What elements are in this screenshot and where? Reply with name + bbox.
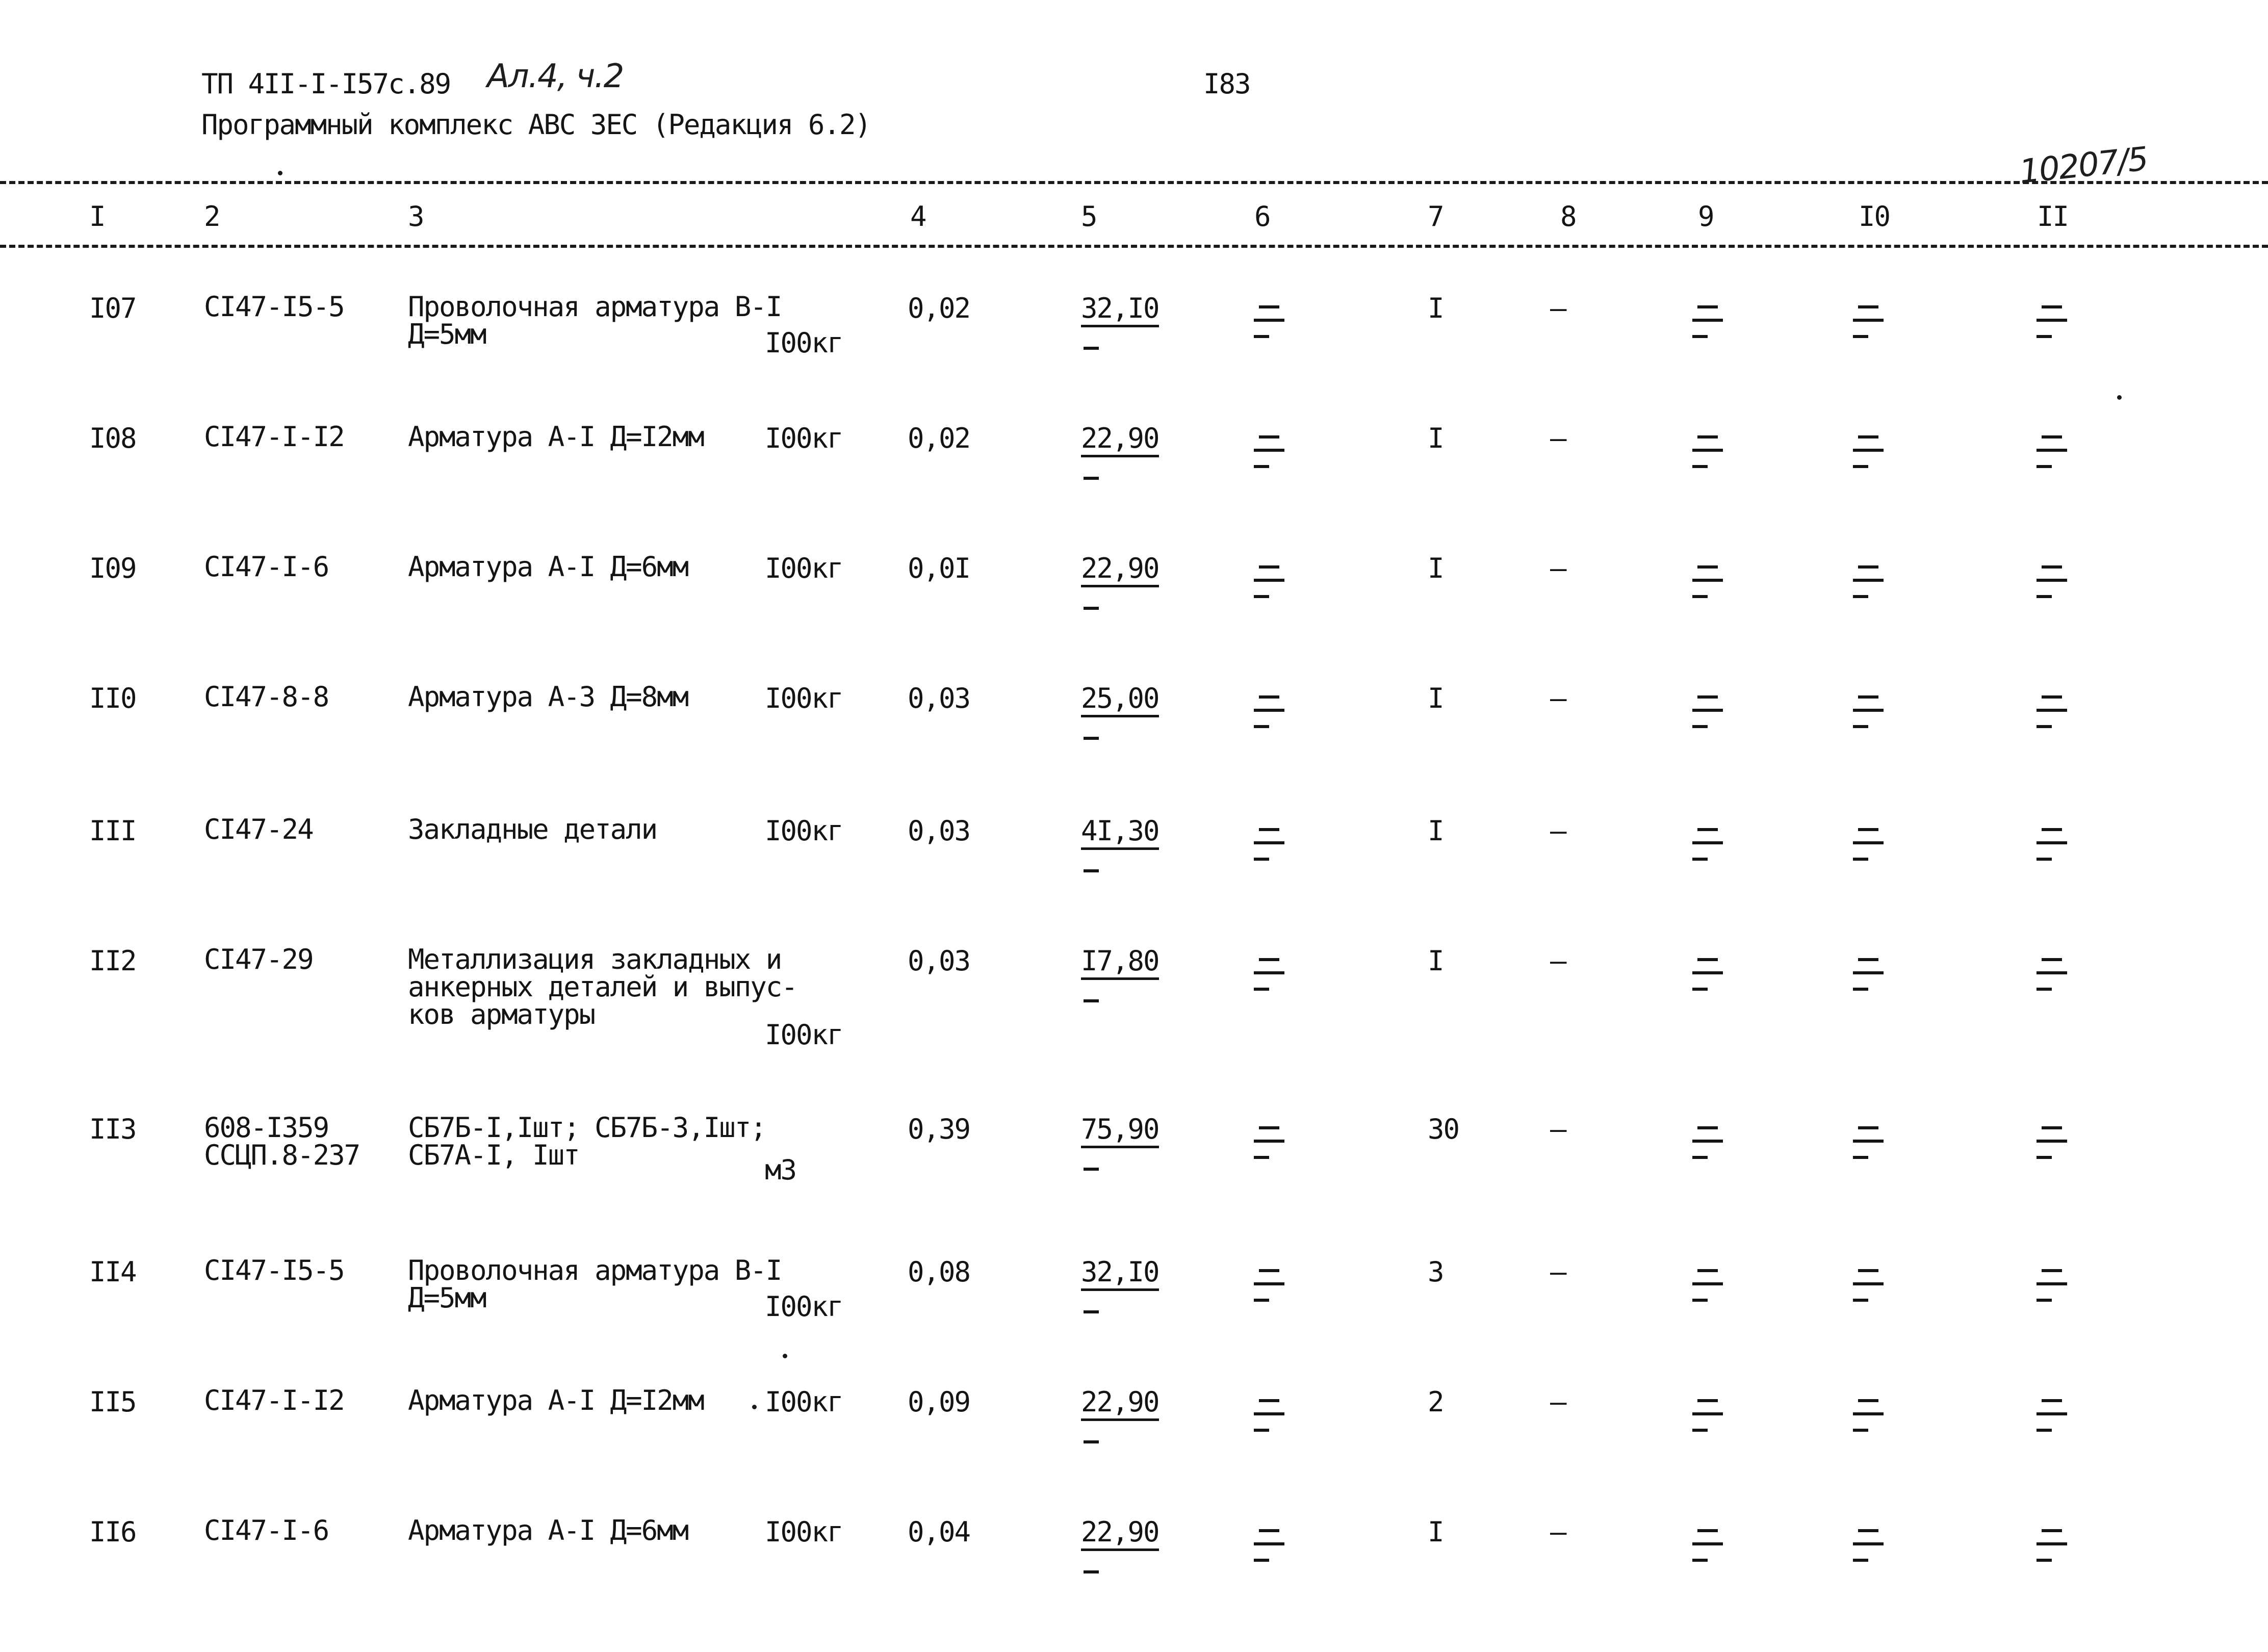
col8-value: – (1550, 945, 1566, 977)
unit-price: 25,00 (1081, 683, 1159, 717)
dash-fraction-mark (1851, 1387, 1887, 1433)
dash-fraction-mark (2034, 816, 2070, 862)
dash-fraction-mark (2034, 1257, 2070, 1303)
dash-fraction-mark (1252, 816, 1287, 862)
column-header: 9 (1698, 200, 1714, 233)
col7-value: I (1428, 945, 1444, 977)
dash-fraction-mark (1851, 423, 1887, 469)
col7-value: 2 (1428, 1386, 1444, 1418)
col8-value: – (1550, 552, 1566, 584)
work-description: Проволочная арматура В-I (408, 291, 782, 323)
norm-code: СI47-24 (204, 813, 313, 845)
quantity: 0,39 (908, 1113, 970, 1145)
dash-fraction-mark (1690, 816, 1726, 862)
work-description: Проволочная арматура В-I (408, 1254, 782, 1286)
stray-mark (783, 1354, 787, 1358)
norm-code: СI47-29 (204, 943, 313, 975)
work-description: СБ7А-I, Iшт (408, 1139, 579, 1171)
dash-fraction-mark (2034, 1114, 2070, 1160)
work-description: СБ7Б-I,Iшт; СБ7Б-3,Iшт; (408, 1112, 766, 1144)
quantity: 0,0I (908, 552, 970, 584)
dash-fraction-mark (1851, 946, 1887, 992)
unit-price: 32,I0 (1081, 1257, 1159, 1291)
quantity: 0,09 (908, 1386, 970, 1418)
norm-code: СI47-I5-5 (204, 1254, 344, 1286)
unit-price: 22,90 (1081, 1387, 1159, 1421)
header-rule-bottom (0, 245, 2268, 248)
work-description: Металлизация закладных и (408, 943, 782, 975)
quantity: 0,03 (908, 682, 970, 714)
dash-fraction-mark (1690, 423, 1726, 469)
dash-fraction-mark (1690, 553, 1726, 599)
work-description: Арматура А-I Д=I2мм (408, 1384, 704, 1416)
price-denominator-dash (1084, 1310, 1099, 1313)
norm-code: СI47-I-I2 (204, 1384, 344, 1416)
col7-value: I (1428, 422, 1444, 454)
column-header: 7 (1428, 200, 1444, 233)
dash-fraction-mark (1690, 1114, 1726, 1160)
col7-value: I (1428, 815, 1444, 847)
dash-fraction-mark (1851, 816, 1887, 862)
price-denominator-dash (1084, 1168, 1099, 1171)
dash-fraction-mark (1252, 683, 1287, 729)
stray-mark (2117, 395, 2122, 400)
work-description: Д=5мм (408, 318, 486, 350)
col7-value: I (1428, 1516, 1444, 1548)
quantity: 0,03 (908, 815, 970, 847)
price-denominator-dash (1084, 347, 1099, 350)
row-number: I08 (89, 422, 136, 454)
doc-code: ТП 4II-I-I57с.89 (201, 68, 451, 100)
dash-fraction-mark (2034, 946, 2070, 992)
dash-fraction-mark (1690, 946, 1726, 992)
unit: I00кг (765, 422, 843, 454)
handwritten-ref: Ал.4, ч.2 (487, 58, 624, 95)
handwritten-number: 10207/5 (2017, 140, 2150, 191)
dash-fraction-mark (1252, 1517, 1287, 1563)
quantity: 0,02 (908, 422, 970, 454)
col8-value: – (1550, 1113, 1566, 1145)
unit: м3 (765, 1154, 796, 1186)
col8-value: – (1550, 422, 1566, 454)
unit-price: 22,90 (1081, 553, 1159, 587)
unit-price: 75,90 (1081, 1114, 1159, 1148)
column-header: 3 (408, 200, 424, 233)
dash-fraction-mark (1252, 423, 1287, 469)
dash-fraction-mark (2034, 293, 2070, 339)
header-rule-top (0, 181, 2268, 184)
work-description: Арматура А-I Д=6мм (408, 551, 688, 583)
col8-value: – (1550, 1516, 1566, 1548)
unit-price: I7,80 (1081, 946, 1159, 980)
unit: I00кг (765, 1516, 843, 1548)
dash-fraction-mark (2034, 1517, 2070, 1563)
unit: I00кг (765, 682, 843, 714)
norm-code: СI47-I5-5 (204, 291, 344, 323)
dash-fraction-mark (1690, 683, 1726, 729)
price-denominator-dash (1084, 607, 1099, 610)
column-header: I (89, 200, 105, 233)
row-number: II3 (89, 1113, 136, 1145)
dash-fraction-mark (1252, 553, 1287, 599)
unit-price: 22,90 (1081, 1517, 1159, 1551)
column-header: II (2037, 200, 2069, 233)
dash-fraction-mark (1690, 293, 1726, 339)
norm-code: СI47-I-6 (204, 551, 329, 583)
dash-fraction-mark (1252, 293, 1287, 339)
dash-fraction-mark (1851, 1257, 1887, 1303)
price-denominator-dash (1084, 999, 1099, 1002)
price-denominator-dash (1084, 869, 1099, 872)
col8-value: – (1550, 292, 1566, 324)
column-header: 8 (1560, 200, 1576, 233)
col8-value: – (1550, 815, 1566, 847)
dash-fraction-mark (1690, 1517, 1726, 1563)
work-description: ков арматуры (408, 998, 595, 1030)
norm-code: СI47-I-6 (204, 1514, 329, 1546)
unit-price: 4I,30 (1081, 816, 1159, 850)
col7-value: I (1428, 552, 1444, 584)
unit: I00кг (765, 1386, 843, 1418)
row-number: I07 (89, 292, 136, 324)
stray-mark (278, 171, 282, 175)
dash-fraction-mark (1690, 1387, 1726, 1433)
col7-value: 30 (1428, 1113, 1459, 1145)
dash-fraction-mark (1851, 683, 1887, 729)
quantity: 0,03 (908, 945, 970, 977)
dash-fraction-mark (1252, 1114, 1287, 1160)
row-number: II4 (89, 1256, 136, 1288)
dash-fraction-mark (2034, 553, 2070, 599)
price-denominator-dash (1084, 1440, 1099, 1443)
column-header: 2 (204, 200, 220, 233)
dash-fraction-mark (2034, 1387, 2070, 1433)
row-number: II6 (89, 1516, 136, 1548)
norm-code: СI47-I-I2 (204, 421, 344, 453)
unit-price: 22,90 (1081, 423, 1159, 457)
dash-fraction-mark (1252, 946, 1287, 992)
norm-code: ССЦП.8-237 (204, 1139, 360, 1171)
price-denominator-dash (1084, 737, 1099, 740)
dash-fraction-mark (2034, 423, 2070, 469)
column-header: 6 (1254, 200, 1270, 233)
row-number: II0 (89, 682, 136, 714)
unit: I00кг (765, 327, 843, 359)
unit: I00кг (765, 552, 843, 584)
work-description: Арматура А-3 Д=8мм (408, 681, 688, 713)
work-description: Д=5мм (408, 1282, 486, 1314)
norm-code: 608-I359 (204, 1112, 329, 1144)
quantity: 0,02 (908, 292, 970, 324)
dash-fraction-mark (1252, 1257, 1287, 1303)
col8-value: – (1550, 1256, 1566, 1288)
col7-value: I (1428, 292, 1444, 324)
unit: I00кг (765, 1019, 843, 1051)
row-number: II2 (89, 945, 136, 977)
col8-value: – (1550, 1386, 1566, 1418)
dash-fraction-mark (1851, 1114, 1887, 1160)
dash-fraction-mark (1851, 1517, 1887, 1563)
dash-fraction-mark (1851, 553, 1887, 599)
unit: I00кг (765, 1290, 843, 1323)
page-number: I83 (1203, 68, 1250, 100)
quantity: 0,04 (908, 1516, 970, 1548)
work-description: Закладные детали (408, 813, 657, 845)
unit-price: 32,I0 (1081, 293, 1159, 327)
dash-fraction-mark (1690, 1257, 1726, 1303)
program-name: Программный комплекс АВС 3ЕС (Редакция 6.2) (201, 109, 870, 141)
col7-value: 3 (1428, 1256, 1444, 1288)
dash-fraction-mark (2034, 683, 2070, 729)
work-description: Арматура А-I Д=6мм (408, 1514, 688, 1546)
row-number: II5 (89, 1386, 136, 1418)
quantity: 0,08 (908, 1256, 970, 1288)
work-description: Арматура А-I Д=I2мм (408, 421, 704, 453)
column-header: I0 (1859, 200, 1890, 233)
row-number: III (89, 815, 136, 847)
price-denominator-dash (1084, 477, 1099, 480)
column-header: 5 (1081, 200, 1097, 233)
stray-mark (752, 1405, 757, 1409)
dash-fraction-mark (1851, 293, 1887, 339)
col7-value: I (1428, 682, 1444, 714)
row-number: I09 (89, 552, 136, 584)
dash-fraction-mark (1252, 1387, 1287, 1433)
norm-code: СI47-8-8 (204, 681, 329, 713)
col8-value: – (1550, 682, 1566, 714)
column-header: 4 (910, 200, 926, 233)
unit: I00кг (765, 815, 843, 847)
price-denominator-dash (1084, 1570, 1099, 1573)
work-description: анкерных деталей и выпус- (408, 971, 797, 1003)
